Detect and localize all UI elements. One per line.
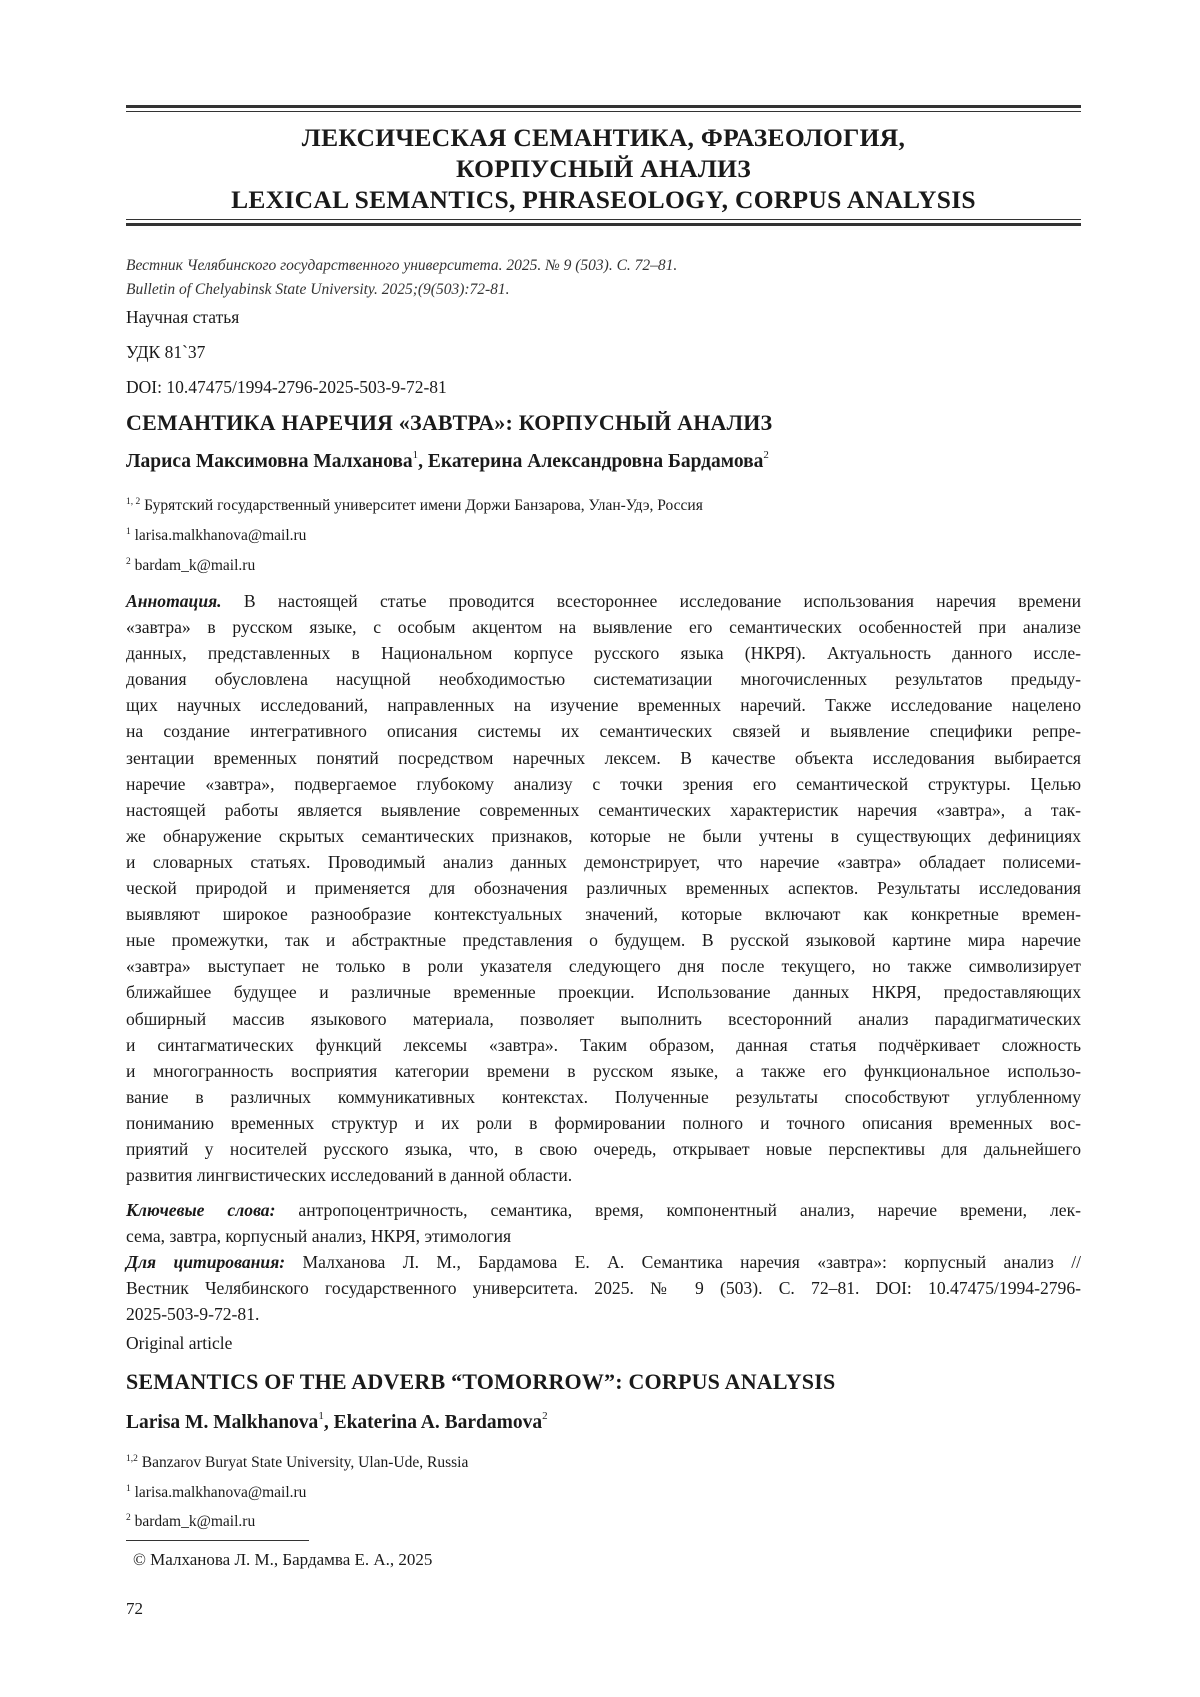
author-2: Екатерина Александровна Бардамова [427, 451, 764, 472]
email-link[interactable]: bardam_k@mail.ru [134, 1513, 256, 1530]
keywords-label: Ключевые слова: [126, 1200, 276, 1220]
author-1: Лариса Максимовна Малханова [126, 451, 413, 472]
citation-label: Для цитирования: [126, 1252, 286, 1272]
affiliation-en: $^{1,2}$ Banzarov Buryat State University, Ulan-Ude, Russia [126, 1454, 469, 1471]
section-title-ru-line2: КОРПУСНЫЙ АНАЛИЗ [455, 154, 752, 183]
author-separator-en: , [323, 1412, 334, 1433]
author-1-en: Larisa M. Malkhanova [126, 1412, 319, 1433]
email-link[interactable]: larisa.malkhanova@mail.ru [134, 1484, 307, 1501]
article-title-ru: СЕМАНТИКА НАРЕЧИЯ «ЗАВТРА»: КОРПУСНЫЙ АНАЛИЗ [126, 410, 773, 435]
copyright-note: © Малханова Л. М., Бардамва Е. А., 2025 [133, 1550, 433, 1569]
email-link[interactable]: larisa.malkhanova@mail.ru [134, 527, 307, 544]
article-title-en: SEMANTICS OF THE ADVERB “TOMORROW”: CORPUS ANALYSIS [126, 1369, 836, 1394]
doi: DOI: 10.47475/1994-2796-2025-503-9-72-81 [126, 377, 447, 397]
article-type-en: Original article [126, 1333, 233, 1353]
affiliation-ru: $^{1, 2}$ Бурятский государственный университет имени Доржи Банзарова, Улан-Удэ, Россия [126, 497, 703, 514]
page-number: 72 [126, 1599, 143, 1618]
author-2-en-sup: 2 [542, 1410, 548, 1422]
author-2-en: Ekaterina A. Bardamova [333, 1412, 543, 1433]
journal-citation-ru: Вестник Челябинского государственного университета. 2025. № 9 (503). С. 72–81. [126, 257, 678, 274]
email-1-en: $^1$ larisa.malkhanova@mail.ru [126, 1484, 307, 1501]
author-1-sup: 1 [412, 449, 419, 461]
header-rule-top [126, 105, 1081, 112]
udc-code: УДК 81`37 [126, 342, 206, 362]
journal-page [126, 0, 1081, 1697]
citation: Для цитирования: Малханова Л. М., Бардамова Е. А. Семантика наречия «завтра»: корпусный анализ // Вестник Челябинского государственного университета. 2025. № 9 (503). С. 72–81. DOI: 10.47475/1994-2796- 2025-503-9-72-81. [126, 1252, 1081, 1325]
journal-citation [126, 254, 677, 302]
email-2-en: $^2$ bardam_k@mail.ru [126, 1513, 256, 1530]
section-title-en: LEXICAL SEMANTICS, PHRASEOLOGY, CORPUS ANALYSIS [231, 185, 976, 214]
email-2-ru: $^2$ bardam_k@mail.ru [126, 557, 256, 574]
author-2-sup: 2 [763, 449, 769, 461]
email-link[interactable]: bardam_k@mail.ru [134, 557, 256, 574]
email-1-ru: $^1$ larisa.malkhanova@mail.ru [126, 527, 307, 544]
authors-en [126, 1410, 548, 1434]
footnote-divider [126, 1540, 309, 1541]
abstract: Аннотация. В настоящей статье проводится всестороннее исследование использования наречия времени «завтра» в русском языке, с особым акцентом на выявление его семантических особенностей при анализе данных, представленных в Национальном корпусе русского языка (НКРЯ). Актуальность данного иссле- дования обусловлена насущной необходимостью систематизации многочисленных результатов предыду- щих научных исследований, направленных на изучение временных наречий. Также исследование нацелено на создание интегративного описания системы их семантических связей и выявление специфики репре- зентации временных понятий посредством наречных лексем. В качестве объекта исследования выбирается наречие «завтра», подвергаемое глубокому анализу с точки зрения его семантической структуры. Целью настоящей работы является выявление современных семантических характеристик наречия «завтра», а так- же обнаружение скрытых семантических признаков, которые не были учтены в существующих дефинициях и словарных статьях. Проводимый анализ данных демонстрирует, что наречие «завтра» обладает полисеми- ческой природой и применяется для обозначения различных временных аспектов. Результаты исследования выявляют широкое разнообразие контекстуальных значений, которые включают как конкретные времен- ные промежутки, так и абстрактные представления о будущем. В русской языковой картине мира наречие «завтра» выступает не только в роли указателя следующего дня после текущего, но также символизирует ближайшее будущее и различные временные проекции. Использование данных НКРЯ, предоставляющих обширный массив языкового материала, позволяет выполнить всесторонний анализ парадигматических и синтагматических функций лексемы «завтра». Таким образом, данная статья подчёркивает сложность и многогранность восприятия категории времени в русском языке, а также его функциональное использо- вание в различных коммуникативных контекстах. Полученные результаты способствуют углубленному пониманию временных структур и их роли в формировании полного и точного описания временных вос- приятий у носителей русского языка, что, в свою очередь, открывает новые перспективы для дальнейшего развития лингвистических исследований в данной области. [126, 591, 1081, 1186]
author-1-en-sup: 1 [318, 1410, 324, 1422]
abstract-label: Аннотация. [126, 591, 222, 611]
article-type: Научная статья [126, 307, 240, 327]
section-title-ru-line1: ЛЕКСИЧЕСКАЯ СЕМАНТИКА, ФРАЗЕОЛОГИЯ, [301, 123, 906, 152]
author-separator: , [418, 451, 428, 472]
header-rule-bottom [126, 219, 1081, 226]
journal-citation-en: Bulletin of Chelyabinsk State University. 2025;(9(503):72-81. [126, 281, 510, 298]
keywords: Ключевые слова: антропоцентричность, семантика, время, компонентный анализ, наречие времени, лек- сема, завтра, корпусный анализ, НКРЯ, этимология [126, 1200, 1081, 1247]
authors-ru [126, 449, 769, 473]
section-title [126, 122, 1081, 215]
